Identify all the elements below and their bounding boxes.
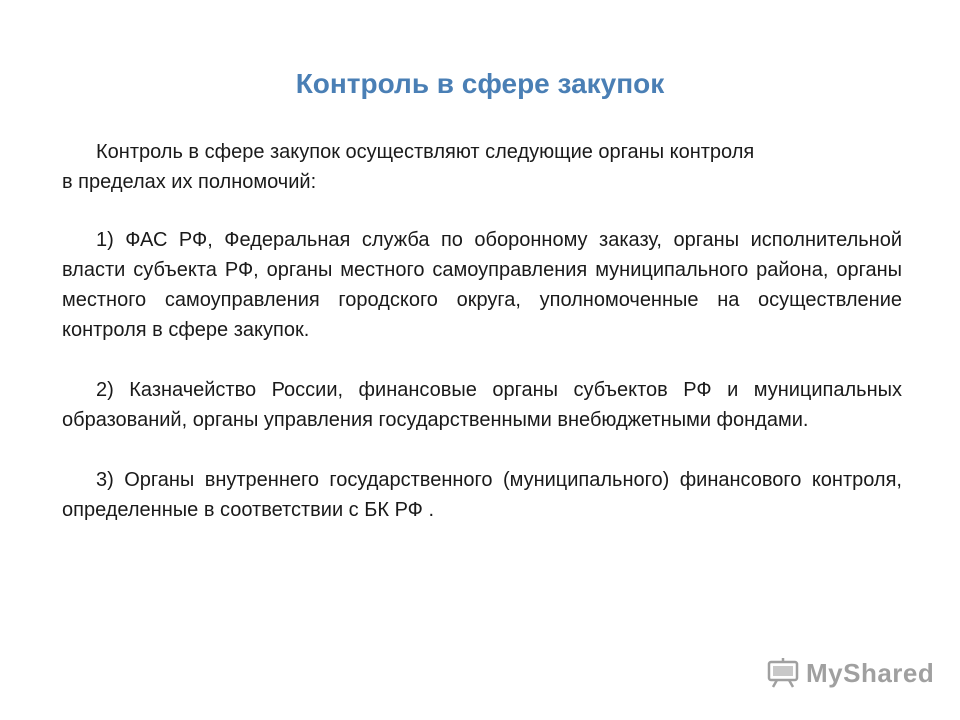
intro-line-2: в пределах их полномочий:	[62, 171, 317, 193]
list-item-3: 3) Органы внутреннего государственного (муниципального) финансового контроля, определенные в соответствии с БК РФ .	[62, 469, 902, 521]
watermark-text: MyShared	[806, 657, 935, 688]
intro-line-1: Контроль в сфере закупок осуществляют следующие органы контроля	[96, 141, 755, 163]
slide-body	[62, 137, 902, 525]
list-item-1: 1) ФАС РФ, Федеральная служба по оборонному заказу, органы исполнительной власти субъекта РФ, органы местного самоуправления муниципального района, органы местного самоуправления городского округа, уполномоченные на осуществление контроля в сфере закупок.	[62, 229, 902, 341]
slide-title: Контроль в сфере закупок	[295, 68, 665, 99]
watermark	[766, 656, 934, 690]
list-item-2: 2) Казначейство России, финансовые органы субъектов РФ и муниципальных образований, органы управления государственными внебюджетными фондами.	[62, 379, 902, 431]
intro-paragraph	[62, 137, 902, 197]
projector-board-icon	[766, 656, 800, 690]
